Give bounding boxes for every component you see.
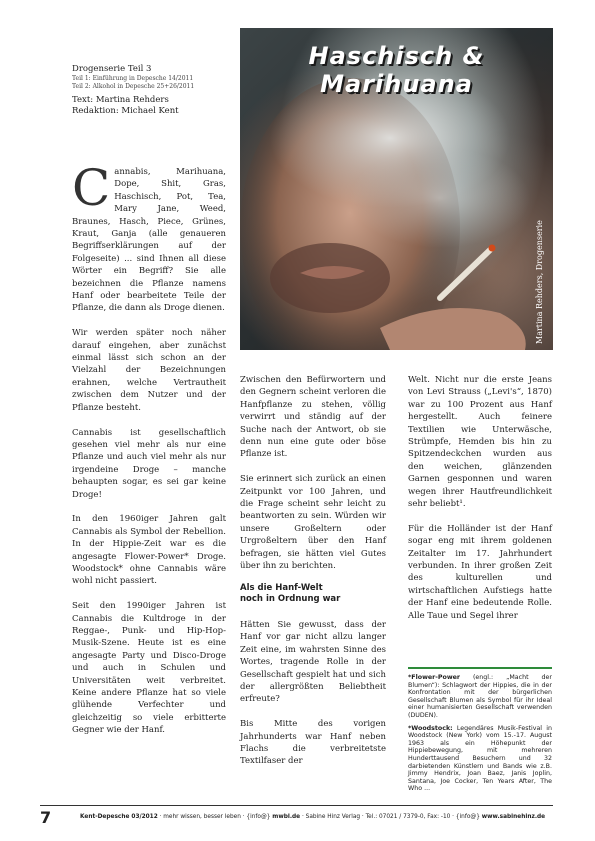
intro-paragraph — [72, 159, 226, 315]
glossary-entry-flower-power: *Flower-Power (engl.: „Macht der Blumen“): Schlagwort der Hippies, die in der Konfrontation mit der bürgerlichen Gesellschaft Blumen als Symbol für ihr Ideal einer humanisierten Gesellschaft verwenden (DUDEN). — [408, 674, 552, 719]
section-subheading: Als die Hanf-Welt noch in Ordnung war — [240, 582, 341, 604]
paragraph: Sie erinnert sich zurück an einen Zeitpunkt vor 100 Jahren, und die Frage scheint sehr leicht zu beantworten zu sein. Würden wir unsere Großeltern oder Urgroßeltern über den Hanf befragen, sie hätten viel Gutes über ihn zu berichten. — [240, 474, 386, 572]
article-column-3 — [408, 374, 552, 635]
website-link-sabinehinz[interactable]: www.sabinehinz.de — [481, 814, 546, 820]
paragraph: Cannabis ist gesellschaftlich gesehen viel mehr als nur eine Pflanze und auch viel mehr als nur irgendeine Droge – manche behaupten sogar, es sei gar keine Droge! — [72, 427, 226, 500]
paragraph: Für die Holländer ist der Hanf sogar eng mit ihrem goldenen Zeitalter im 17. Jahrhundert verbunden. In ihrer großen Zeit des kulturellen und wirtschaftlichen Aufstiegs hatte der Hanf eine bedeutende Rolle. Alle Taue und Segel ihrer — [408, 523, 552, 621]
series-part2: Teil 2: Alkohol in Depesche 25+26/2011 — [72, 82, 195, 90]
series-title: Drogenserie Teil 3 — [72, 64, 152, 74]
drop-cap: C — [72, 159, 111, 217]
paragraph: In den 1960iger Jahren galt Cannabis als Symbol der Rebellion. In der Hippie-Zeit war es die angesagte Flower-Power* Droge. Woodstock* ohne Cannabis wäre wohl nicht passiert. — [72, 514, 226, 587]
editor-credit: Redaktion: Michael Kent — [72, 106, 179, 116]
footer-info: Kent-Depesche 03/2012 · mehr wissen, besser leben · {info@} mwbl.de · Sabine Hinz Verlag · Tel.: 07021 / 7379-0, Fax: -10 · {info@} www.sabinehinz.de — [80, 814, 546, 820]
intro-text: annabis, Marihuana, Dope, Shit, Gras, Haschisch, Pot, Tea, Mary Jane, Weed, Braunes, Hasch, Piece, Grünes, Kraut, Ganja (alle genaueren Begriffserklärungen auf der Folgeseite) ... sind Ihnen all diese Wörter ein Begriff? Sie alle bezeichnen die Pflanze namens Hanf oder bearbeitete Teile der Pflanze, die dann als Droge dienen. — [72, 167, 226, 314]
paragraph: Hätten Sie gewusst, dass der Hanf vor gar nicht allzu langer Zeit eine, im wahrsten Sinne des Wortes, tragende Rolle in der Gesellschaft gespielt hat und sich der allergrößten Beliebtheit erfreute? — [240, 619, 386, 705]
paragraph: Wir werden später noch näher darauf eingehen, aber zunächst einmal lässt sich schon an der Vielzahl der Bezeichnungen erahnen, welche Vertrautheit zwischen dem Nutzer und der Pflanze besteht. — [72, 328, 226, 413]
paragraph: Bis Mitte des vorigen Jahrhunderts war Hanf neben Flachs die verbreitetste Textilfaser der — [240, 719, 386, 767]
photo-title: Haschisch & Marihuana — [308, 42, 485, 98]
paragraph: Seit den 1990iger Jahren ist Cannabis die Kultdroge in der Reggae-, Punk- und Hip-Hop-Musik-Szene. Heute ist es eine angesagte Party und Disco-Droge und auch in Schulen und Universitäten weit verbreitet. Keine andere Pflanze hat so viele glühende Verfechter und gleichzeitig so viele erbitterte Gegner wie der Hanf. — [72, 601, 226, 736]
glossary-box — [408, 667, 552, 798]
series-part1: Teil 1: Einführung in Depesche 14/2011 — [72, 75, 194, 82]
issue-label: Kent-Depesche 03/2012 — [80, 814, 158, 820]
series-info — [72, 64, 232, 117]
website-link-mwbl[interactable]: mwbl.de — [272, 814, 301, 820]
smoker-photo — [240, 28, 553, 350]
paragraph: Zwischen den Befürwortern und den Gegnern scheint verloren die Hanfpflanze zu stehen, völlig verwirrt und ständig auf der Suche nach der Antwort, ob sie denn nun eine gute oder böse Pflanze ist. — [240, 375, 386, 460]
text-credit: Text: Martina Rehders — [72, 95, 169, 105]
glossary-entry-woodstock: *Woodstock: Legendäres Musik-Festival in Woodstock (New York) vom 15.-17. August 1963 als ein Höhepunkt der Hippiebewegung, mit mehreren Hunderttausend Besuchern und 32 darbietenden Künstlern und Bands wie z.B. Jimmy Hendrix, Joan Baez, Janis Joplin, Santana, Joe Cocker, Ten Years After, The Who ... — [408, 724, 552, 793]
page-number: 7 — [40, 808, 52, 827]
paragraph: Welt. Nicht nur die erste Jeans von Levi Strauss („Levi's“, 1870) war zu 100 Prozent aus Hanf hergestellt. Auch feinere Textilien wie Unterwäsche, Strümpfe, Hemden bis hin zu Spitzendeckchen wurden aus den weichen, glänzenden Garnen gesponnen und waren wegen ihrer Hautfreundlichkeit sehr beliebt¹. — [408, 375, 552, 510]
photo-credit: Martina Rehders, Drogenserie — [535, 220, 544, 344]
article-column-1 — [72, 159, 226, 749]
footer-divider — [40, 805, 553, 806]
article-column-2 — [240, 374, 386, 780]
